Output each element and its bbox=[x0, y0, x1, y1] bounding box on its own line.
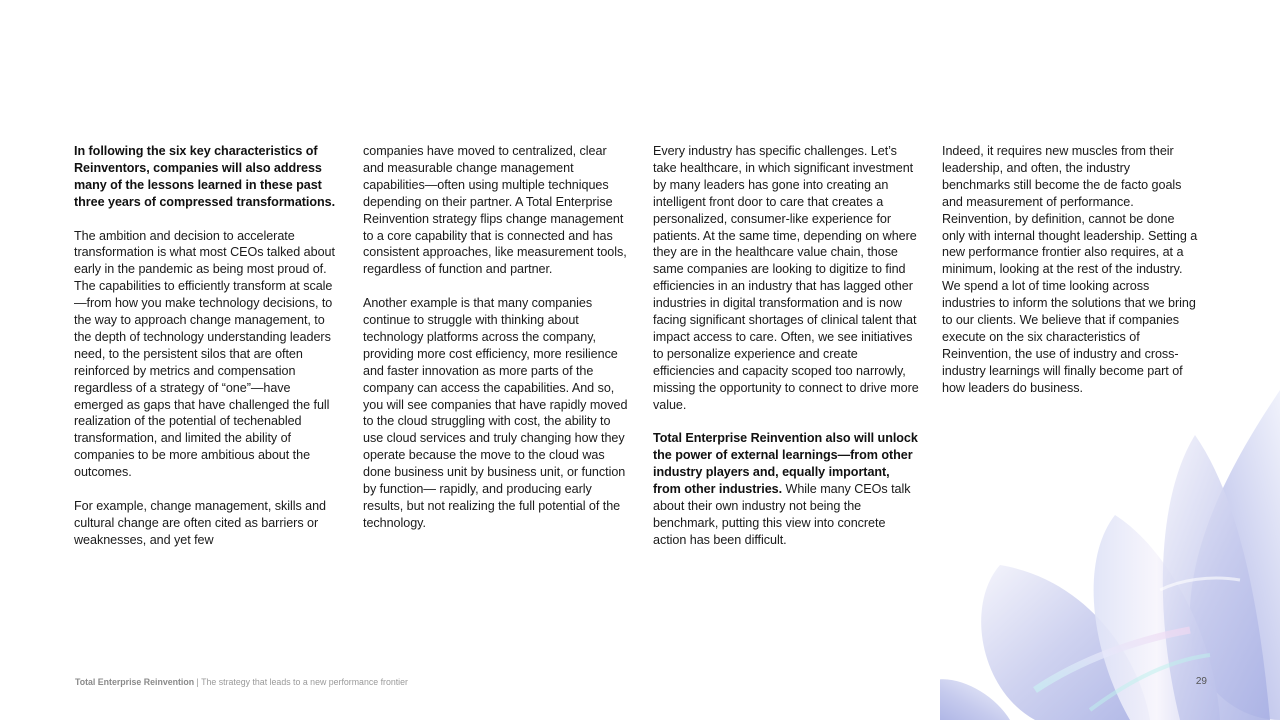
page-number: 29 bbox=[1195, 676, 1207, 687]
decorative-petal-artwork bbox=[940, 390, 1280, 720]
bold-lead: Total Enterprise Reinvention also will unlock the power of external learnings—from other industry players and, equally important, from other industries. bbox=[653, 431, 918, 497]
footer-brand: Total Enterprise Reinvention bbox=[75, 677, 195, 687]
paragraph: Indeed, it requires new muscles from their leadership, and often, the industry benchmarks still become the de facto goals and measurement of performance. Reinvention, by definition, cannot be done only with internal thought leadership. Setting a new performance frontier also requires, at a minimum, looking at the rest of the industry. We spend a lot of time looking across industries to inform the solutions that we bring to our clients. We believe that if companies execute on the six characteristics of Reinvention, the use of industry and cross-industry learnings will finally become part of how leaders do business. bbox=[942, 144, 1198, 395]
paragraph: For example, change management, skills and cultural change are often cited as barriers or weaknesses, and yet few bbox=[74, 499, 327, 547]
text-column-2 bbox=[363, 143, 629, 532]
paragraph: Another example is that many companies continue to struggle with thinking about technology platforms across the company, providing more cost efficiency, more resilience and faster innovation as more parts of the company can access the capabilities. And so, you will see companies that have rapidly moved to the cloud struggling with cost, the ability to use cloud services and truly changing how they operate because the move to the cloud was done business unit by business unit, or function by function— rapidly, and producing early results, but not realizing the full potential of the technology. bbox=[363, 296, 628, 530]
text-column-4 bbox=[942, 143, 1200, 397]
text-column-1 bbox=[74, 143, 340, 549]
paragraph: The ambition and decision to accelerate transformation is what most CEOs talked about early in the pandemic as being most proud of. The capabilities to efficiently transform at scale—from how you make technology decisions, to the way to approach change management, to the depth of technology understanding leaders need, to the persistent silos that are often reinforced by metrics and compensation regardless of a strategy of “one”—have emerged as gaps that have challenged the full realization of the potential of techenabled transformation, and limited the ability of companies to be more ambitious about the outcomes. bbox=[74, 228, 335, 480]
footer bbox=[75, 677, 408, 687]
text-column-3 bbox=[653, 143, 919, 549]
paragraph: Every industry has specific challenges. Let’s take healthcare, in which significant investment by many leaders has gone into creating an intelligent front door to care that creates a personalized, consumer-like experience for patients. At the same time, depending on where they are in the healthcare value chain, those same companies are looking to digitize to find efficiencies in an industry that has lagged other industries in digital transformation and is now facing significant shortages of clinical talent that impact access to care. Often, we see initiatives to personalize experience and create efficiencies and capacity scoped too narrowly, missing the opportunity to connect to drive more value. bbox=[653, 144, 919, 412]
footer-separator: | bbox=[194, 677, 202, 687]
footer-tagline: The strategy that leads to a new performance frontier bbox=[201, 677, 408, 687]
intro-bold-paragraph: In following the six key characteristics of Reinventors, companies will also address many of the lessons learned in these past three years of compressed transformations. bbox=[74, 144, 336, 209]
paragraph: companies have moved to centralized, clear and measurable change management capabilities—often using multiple techniques depending on their partner. A Total Enterprise Reinvention strategy flips change management to a core capability that is connected and has consistent approaches, like measurement tools, regardless of function and partner. bbox=[363, 144, 627, 277]
paragraph-with-bold-lead: Total Enterprise Reinvention also will unlock the power of external learnings—from other industry players and, equally important, from other industries. While many CEOs talk about their own industry not being the benchmark, putting this view into concrete action has been difficult. bbox=[653, 431, 918, 547]
